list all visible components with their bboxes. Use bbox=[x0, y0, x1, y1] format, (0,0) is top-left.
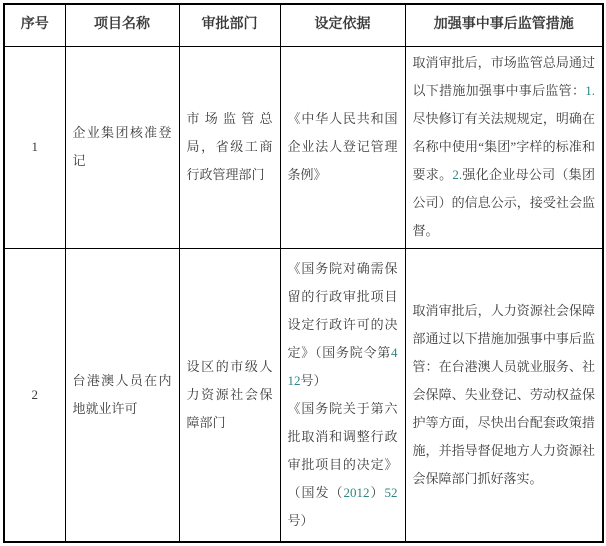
measures-text: 尽快修订有关法规规定，明确在名称中使用“集团”字样的标准和要求。 bbox=[412, 111, 595, 182]
basis-text: 《中华人民共和国企业法人登记管理条例》 bbox=[287, 111, 398, 182]
decree-number: 52 bbox=[384, 484, 398, 500]
row1-index: 1 bbox=[4, 46, 65, 248]
row2-approval-dept bbox=[179, 248, 280, 542]
measures-text: 取消审批后，人力资源社会保障部通过以下措施加强事中事后监管：在台港澳人员就业服务、社会保障、失业登记、劳动权益保护等方面，尽快出台配套政策措施，并指导督促地方人力资源社会保障部门抓好落实。 bbox=[412, 302, 595, 486]
row1-project-name bbox=[65, 46, 179, 248]
row1-measures bbox=[405, 46, 603, 248]
measures-paragraph bbox=[413, 297, 596, 493]
col-header-project-name: 项目名称 bbox=[65, 4, 179, 46]
row1-basis bbox=[280, 46, 405, 248]
col-header-approval-dept: 审批部门 bbox=[179, 4, 280, 46]
approval-dept-text: 市场监管总局，省级工商行政管理部门 bbox=[186, 111, 273, 182]
measures-item-number: 1. bbox=[585, 83, 595, 98]
measures-text: 取消审批后，市场监管总局通过以下措施加强事中事后监管： bbox=[412, 55, 595, 98]
measures-paragraph bbox=[413, 49, 596, 245]
col-header-basis: 设定依据 bbox=[280, 4, 405, 46]
decree-year: 2012 bbox=[343, 484, 370, 500]
basis-text: ） bbox=[369, 484, 385, 500]
col-header-index: 序号 bbox=[4, 4, 65, 46]
table-header-row bbox=[4, 4, 603, 46]
row2-basis bbox=[280, 248, 405, 542]
decree-number: 412 bbox=[287, 344, 398, 388]
basis-text: 《国务院关于第六批取消和调整行政审批项目的决定》（国发（ bbox=[287, 400, 398, 500]
basis-paragraph bbox=[288, 105, 398, 189]
project-name-text: 企业集团核准登记 bbox=[72, 125, 172, 168]
row2-index: 2 bbox=[4, 248, 65, 542]
col-header-measures: 加强事中事后监管措施 bbox=[405, 4, 603, 46]
row2-measures bbox=[405, 248, 603, 542]
table-row bbox=[4, 46, 603, 248]
approval-items-table bbox=[3, 3, 604, 543]
measures-text: 强化企业母公司（集团公司）的信息公示，接受社会监督。 bbox=[412, 167, 595, 238]
measures-item-number: 2. bbox=[452, 167, 463, 182]
row2-project-name bbox=[65, 248, 179, 542]
basis-paragraph bbox=[288, 255, 398, 395]
basis-paragraph bbox=[288, 395, 398, 535]
basis-text: 号） bbox=[287, 512, 314, 528]
table-row bbox=[4, 248, 603, 542]
approval-dept-text: 设区的市级人力资源社会保障部门 bbox=[186, 358, 273, 430]
row1-approval-dept bbox=[179, 46, 280, 248]
basis-text: 《国务院对确需保留的行政审批项目设定行政许可的决定》（国务院令第 bbox=[287, 260, 398, 360]
basis-text: 号） bbox=[300, 372, 327, 388]
project-name-text: 台港澳人员在内地就业许可 bbox=[72, 372, 172, 416]
